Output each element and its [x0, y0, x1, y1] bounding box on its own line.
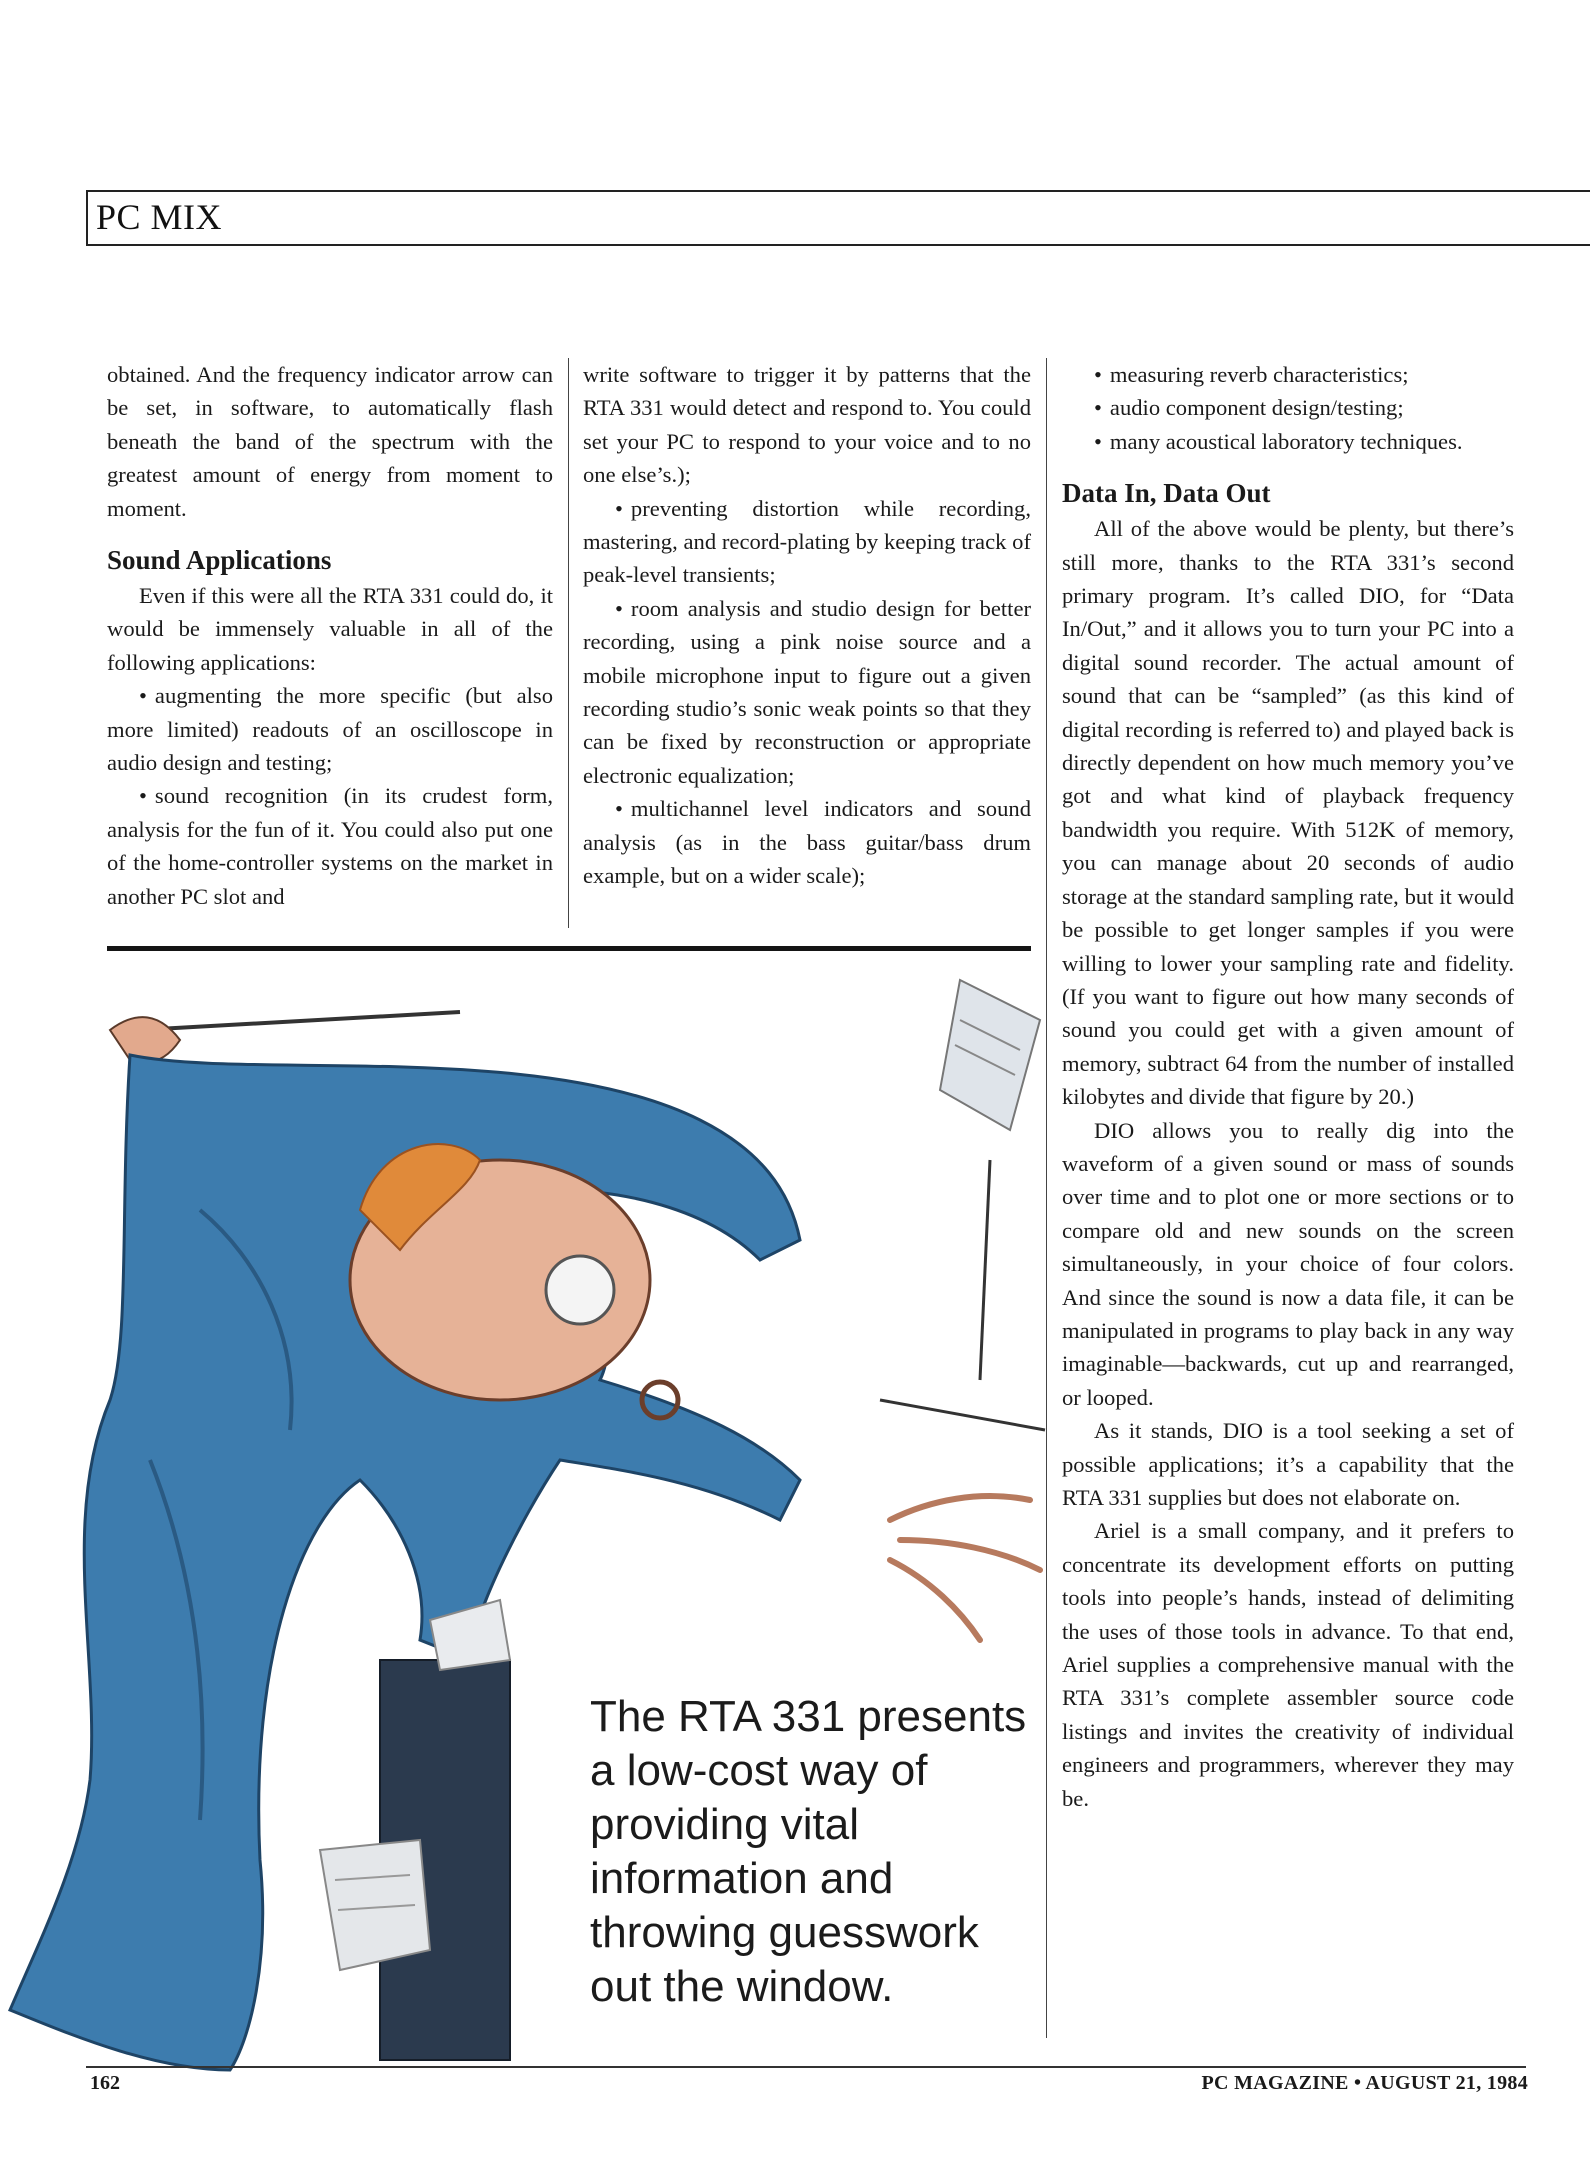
horizontal-rule	[107, 946, 1031, 951]
bullet-item: • preventing distortion while recording, mastering, and record-plating by keeping track of peak-level transients;	[583, 492, 1031, 592]
column-2	[583, 358, 1031, 893]
sheet-music-shape	[940, 980, 1040, 1130]
pull-quote: The RTA 331 presents a low-cost way of providing vital information and throwing guesswork out the window.	[590, 1692, 1027, 2011]
paragraph: All of the above would be plenty, but there’s still more, thanks to the RTA 331’s second primary program. It’s called DIO, for “Data In/Out,” and it allows you to turn your PC into a digital sound recorder. The actual amount of sound that can be “sampled” (as this kind of digital recording is referred to) and played back is directly dependent on how much memory you’ve got and what kind of playback frequency bandwidth you require. With 512K of memory, you can manage about 20 seconds of audio storage at the standard sampling rate, but it would be possible to get longer samples if you were willing to lower your sampling rate and fidelity. (If you want to figure out how many seconds of sound you could get with a given amount of memory, subtract 64 from the number of installed kilobytes and divide that figure by 20.)	[1062, 516, 1514, 1110]
bullet-item: • audio component design/testing;	[1062, 391, 1514, 424]
footer-rule	[86, 2066, 1526, 2068]
column-1	[107, 358, 553, 913]
bullet-item: • many acoustical laboratory techniques.	[1062, 425, 1514, 458]
heading-sound-applications: Sound Applications	[107, 545, 332, 576]
paragraph: obtained. And the frequency indicator arrow can be set, in software, to automatically flash beneath the band of the spectrum with the greatest amount of energy from moment to moment.	[107, 362, 553, 521]
baton-line	[880, 1400, 1045, 1430]
paragraph: Even if this were all the RTA 331 could do, it would be immensely valuable in all of the following applications:	[107, 583, 553, 675]
paragraph: DIO allows you to really dig into the waveform of a given sound or mass of sounds over time and to plot one or more sections or to compare old and new sounds on the screen simultaneously, in your choice of four colors. And since the sound is now a data file, it can be manipulated in programs to play back in any way imaginable—backwards, cut up and rearranged, or looped.	[1062, 1117, 1514, 1410]
section-title: PC MIX	[96, 197, 223, 237]
baton-line	[140, 1012, 460, 1030]
bullet-item: • multichannel level indicators and sound analysis (as in the bass guitar/bass drum example, but on a wider scale);	[583, 792, 1031, 892]
paragraph: Ariel is a small company, and it prefers to concentrate its development efforts on putting tools into people’s hands, instead of delimiting the uses of those tools in advance. To that end, Ariel supplies a comprehensive manual with the RTA 331’s complete assembler source code listings and invites the creativity of individual engineers and programmers, wherever they may be.	[1062, 1518, 1514, 1811]
bullet-item: • measuring reverb characteristics;	[1062, 358, 1514, 391]
magazine-footer: PC MAGAZINE • AUGUST 21, 1984	[1201, 2072, 1528, 2094]
column-divider	[568, 358, 569, 928]
bullet-item: • augmenting the more specific (but also more limited) readouts of an oscilloscope in audio design and testing;	[107, 679, 553, 779]
page-number: 162	[90, 2072, 120, 2094]
paragraph: As it stands, DIO is a tool seeking a set of possible applications; it’s a capability that the RTA 331 supplies but does not elaborate on.	[1062, 1418, 1514, 1510]
hand-shape	[110, 1017, 180, 1062]
column-3	[1062, 358, 1514, 1815]
bullet-item: • sound recognition (in its crudest form, analysis for the fun of it. You could also put one of the home-controller systems on the market in another PC slot and	[107, 779, 553, 913]
heading-data-in-data-out: Data In, Data Out	[1062, 478, 1271, 509]
baton-line	[980, 1160, 990, 1380]
paragraph: write software to trigger it by patterns that the RTA 331 would detect and respond to. You could set your PC to respond to your voice and to no one else’s.);	[583, 362, 1031, 488]
fingers-shape	[890, 1496, 1040, 1640]
headphone-shape	[546, 1256, 614, 1324]
section-header	[86, 190, 1590, 246]
bullet-item: • room analysis and studio design for better recording, using a pink noise source and a mobile microphone input to figure out a given recording studio’s sonic weak points so that they can be fixed by reconstruction or appropriate electronic equalization;	[583, 592, 1031, 792]
